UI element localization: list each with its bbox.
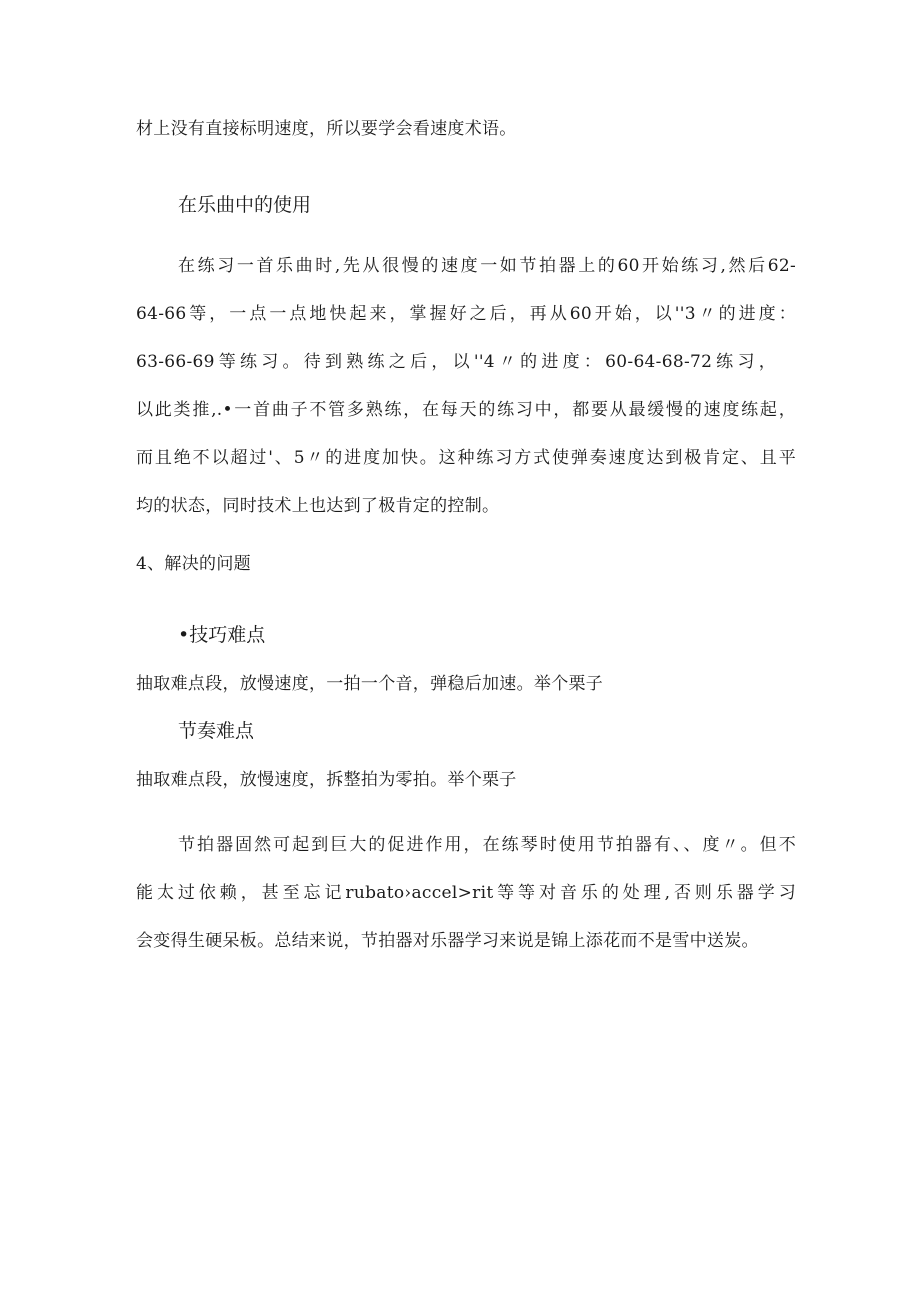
usage-line-3: 63-66-69等练习。待到熟练之后，以''4〃的进度：60-64-68-72练习， <box>136 352 776 372</box>
rhythm-text: 抽取难点段，放慢速度，拆整拍为零拍。举个栗子 <box>136 770 517 790</box>
rhythm-heading: 节奏难点 <box>178 720 255 742</box>
usage-line-5: 而且绝不以超过'、5〃的进度加快。这种练习方式使弹奏速度达到极肯定、且平 <box>136 448 796 468</box>
technique-heading: •技巧难点 <box>178 624 266 646</box>
intro-line: 材上没有直接标明速度，所以要学会看速度术语。 <box>136 119 517 139</box>
usage-line-1: 在练习一首乐曲时,先从很慢的速度一如节拍器上的60开始练习,然后62- <box>178 256 796 276</box>
problems-title: 4、解决的问题 <box>136 554 251 574</box>
usage-heading: 在乐曲中的使用 <box>178 194 312 216</box>
usage-line-6: 均的状态，同时技术上也达到了极肯定的控制。 <box>136 496 500 516</box>
conclusion-line-1: 节拍器固然可起到巨大的促进作用，在练琴时使用节拍器有、、度〃。但不 <box>178 835 796 855</box>
usage-line-4: 以此类推,.•一首曲子不管多熟练，在每天的练习中，都要从最缓慢的速度练起， <box>136 400 796 420</box>
usage-line-2: 64-66等，一点一点地快起来，掌握好之后，再从60开始，以''3〃的进度： <box>136 304 796 324</box>
conclusion-line-3: 会变得生硬呆板。总结来说，节拍器对乐器学习来说是锦上添花而不是雪中送炭。 <box>136 931 759 951</box>
technique-text: 抽取难点段，放慢速度，一拍一个音，弹稳后加速。举个栗子 <box>136 674 604 694</box>
conclusion-line-2: 能太过依赖，甚至忘记rubato›accel>rit等等对音乐的处理,否则乐器学习 <box>136 883 796 903</box>
